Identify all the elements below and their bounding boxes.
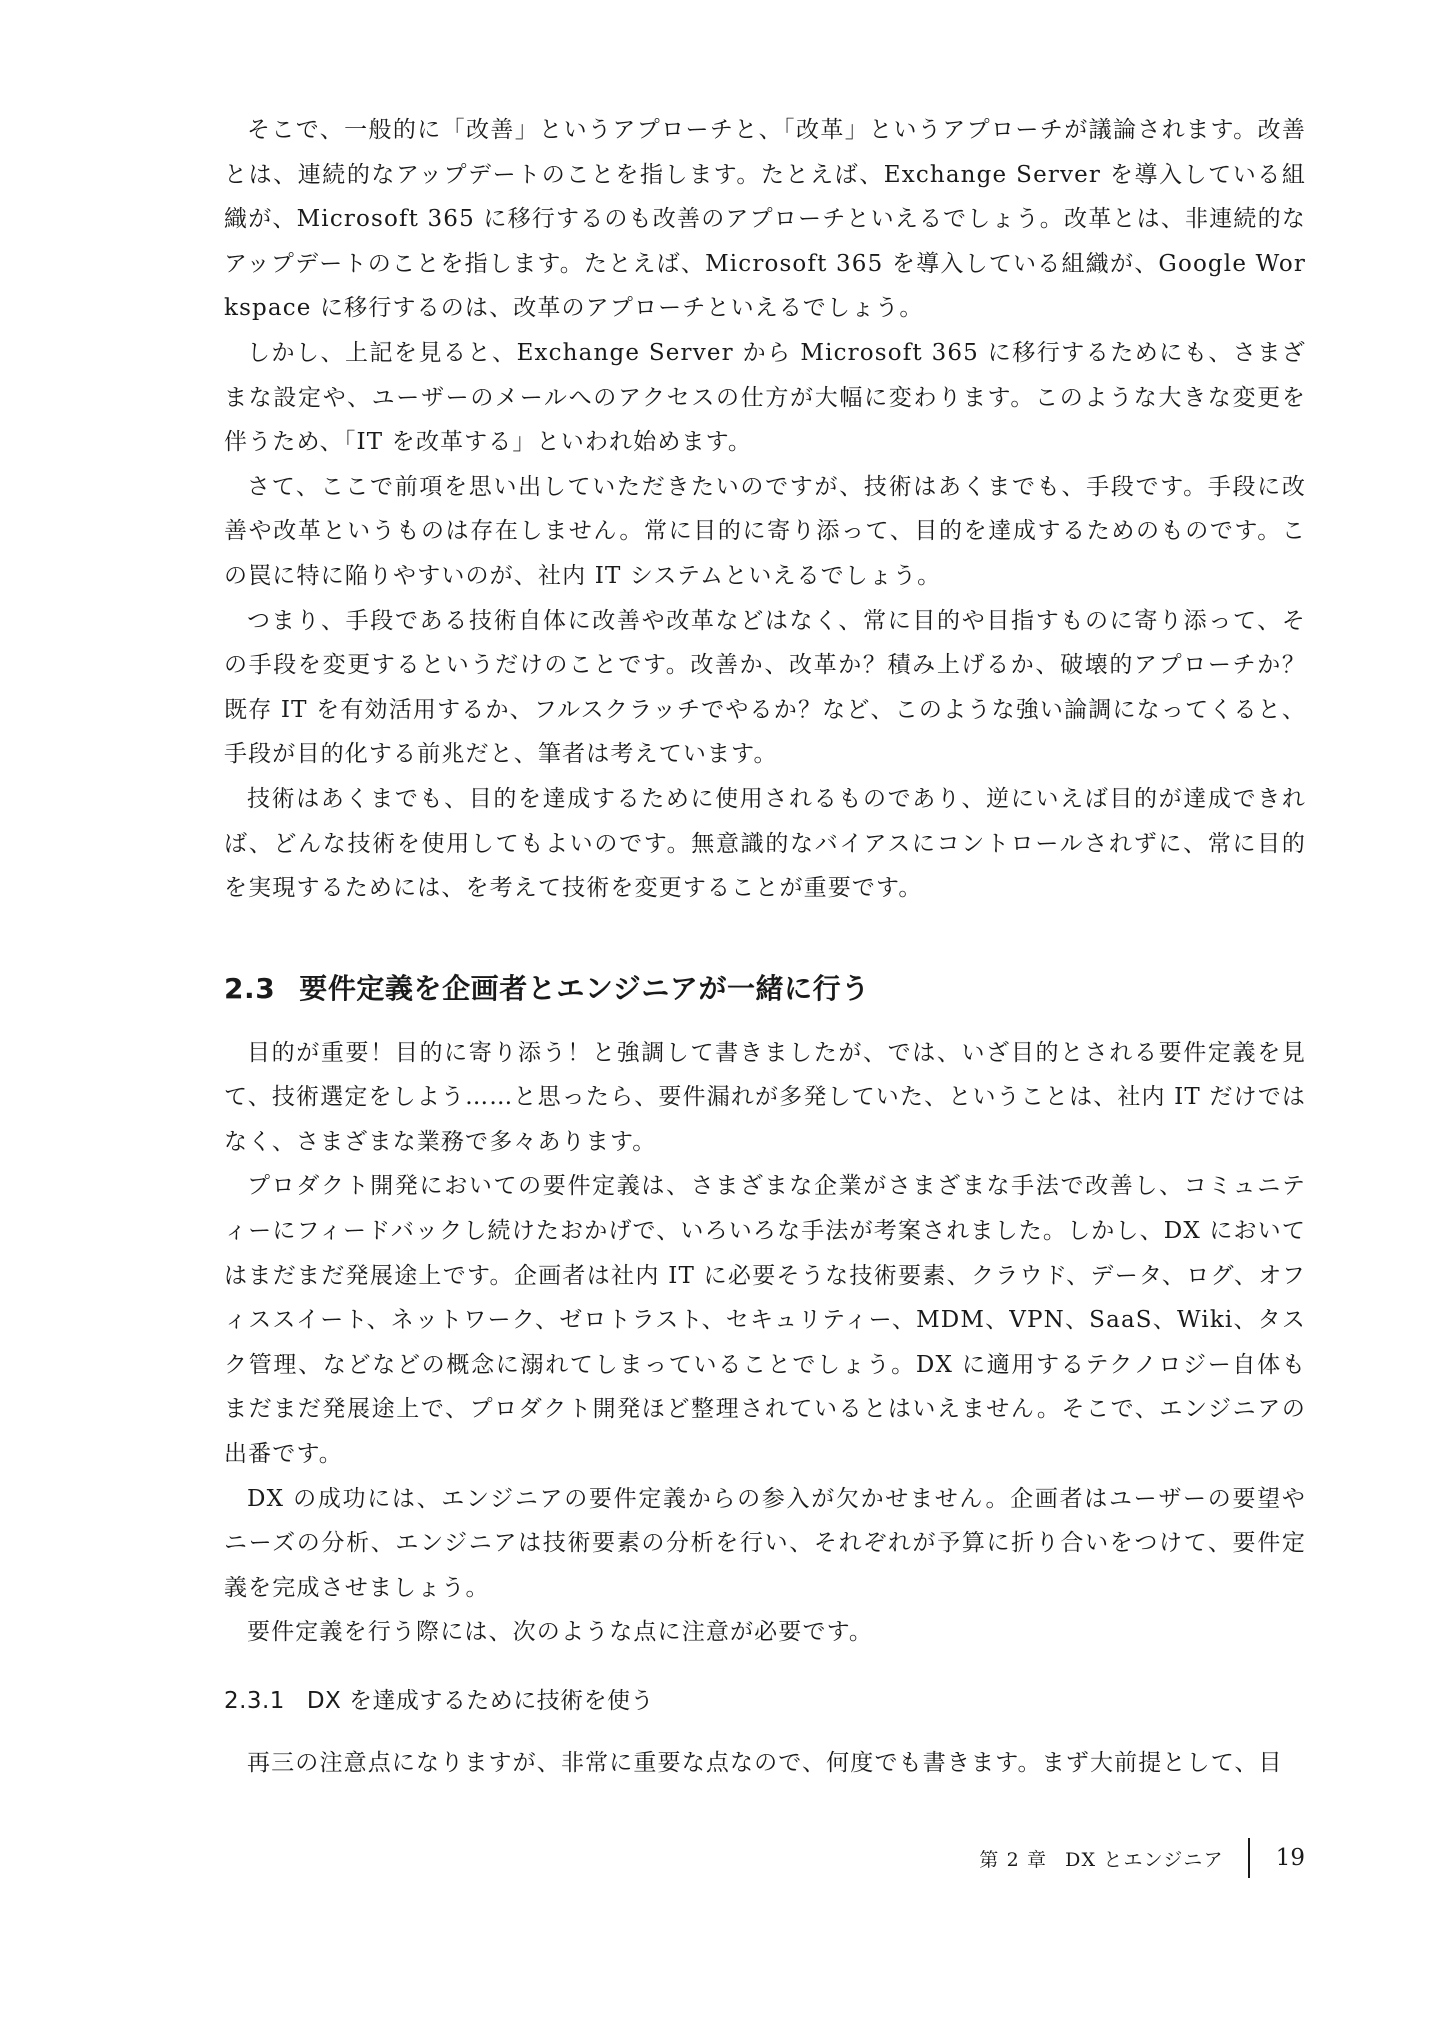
chapter-label: 第 2 章 <box>979 1848 1048 1871</box>
paragraph: そこで、一般的に「改善」というアプローチと、「改革」というアプローチが議論されます。改善とは、連続的なアップデートのことを指します。たとえば、Exchange Server を導入している組織が、Microsoft 365 に移行するのも改善のアプローチといえるでしょう。改革とは、非連続的なアップデートのことを指します。たとえば、Microsoft 365 を導入している組織が、Google Workspace に移行するのは、改革のアプローチといえるでしょう。 <box>224 117 1306 322</box>
paragraph: つまり、手段である技術自体に改善や改革などはなく、常に目的や目指すものに寄り添って、その手段を変更するというだけのことです。改善か、改革か？積み上げるか、破壊的アプローチか？既存 IT を有効活用するか、フルスクラッチでやるか？など、このような強い論調になってくると、手段が目的化する前兆だと、筆者は考えています。 <box>224 607 1306 768</box>
paragraph: DX の成功には、エンジニアの要件定義からの参入が欠かせません。企画者はユーザーの要望やニーズの分析、エンジニアは技術要素の分析を行い、それぞれが予算に折り合いをつけて、要件定義を完成させましょう。 <box>224 1485 1306 1601</box>
section-title: 要件定義を企画者とエンジニアが一緒に行う <box>299 971 870 1005</box>
paragraph: 再三の注意点になりますが、非常に重要な点なので、何度でも書きます。まず大前提として、目 <box>247 1750 1283 1776</box>
subsection-title: DX を達成するために技術を使う <box>306 1688 654 1714</box>
running-footer <box>979 1845 1223 1872</box>
section-number: 2.3 <box>224 971 276 1005</box>
page-number: 19 <box>1275 1845 1305 1871</box>
paragraph: 要件定義を行う際には、次のような点に注意が必要です。 <box>247 1619 874 1646</box>
page-body <box>224 108 1306 1786</box>
section-heading <box>224 967 1306 1011</box>
chapter-title: DX とエンジニア <box>1065 1848 1224 1871</box>
subsection-number: 2.3.1 <box>224 1688 285 1714</box>
page-footer <box>979 1838 1305 1878</box>
subsection-heading <box>224 1681 1306 1721</box>
paragraph: しかし、上記を見ると、Exchange Server から Microsoft 365 に移行するためにも、さまざまな設定や、ユーザーのメールへのアクセスの仕方が大幅に変わります。このような大きな変更を伴うため、「IT を改革する」といわれ始めます。 <box>224 339 1306 456</box>
footer-divider <box>1248 1838 1250 1878</box>
paragraph: プロダクト開発においての要件定義は、さまざまな企業がさまざまな手法で改善し、コミュニティーにフィードバックし続けたおかげで、いろいろな手法が考案されました。しかし、DX においてはまだまだ発展途上です。企画者は社内 IT に必要そうな技術要素、クラウド、データ、ログ、オフィススイート、ネットワーク、ゼロトラスト、セキュリティー、MDM、VPN、SaaS、Wiki、タスク管理、などなどの概念に溺れてしまっていることでしょう。DX に適用するテクノロジー自体もまだまだ発展途上で、プロダクト開発ほど整理されているとはいえません。そこで、エンジニアの出番です。 <box>224 1173 1306 1468</box>
paragraph: 目的が重要！目的に寄り添う！と強調して書きましたが、では、いざ目的とされる要件定義を見て、技術選定をしよう……と思ったら、要件漏れが多発していた、ということは、社内 IT だけではなく、さまざまな業務で多々あります。 <box>224 1039 1306 1155</box>
paragraph: 技術はあくまでも、目的を達成するために使用されるものであり、逆にいえば目的が達成できれば、どんな技術を使用してもよいのです。無意識的なバイアスにコントロールされずに、常に目的を実現するためには、を考えて技術を変更することが重要です。 <box>224 785 1306 902</box>
paragraph: さて、ここで前項を思い出していただきたいのですが、技術はあくまでも、手段です。手段に改善や改革というものは存在しません。常に目的に寄り添って、目的を達成するためのものです。この罠に特に陥りやすいのが、社内 IT システムといえるでしょう。 <box>224 473 1306 589</box>
